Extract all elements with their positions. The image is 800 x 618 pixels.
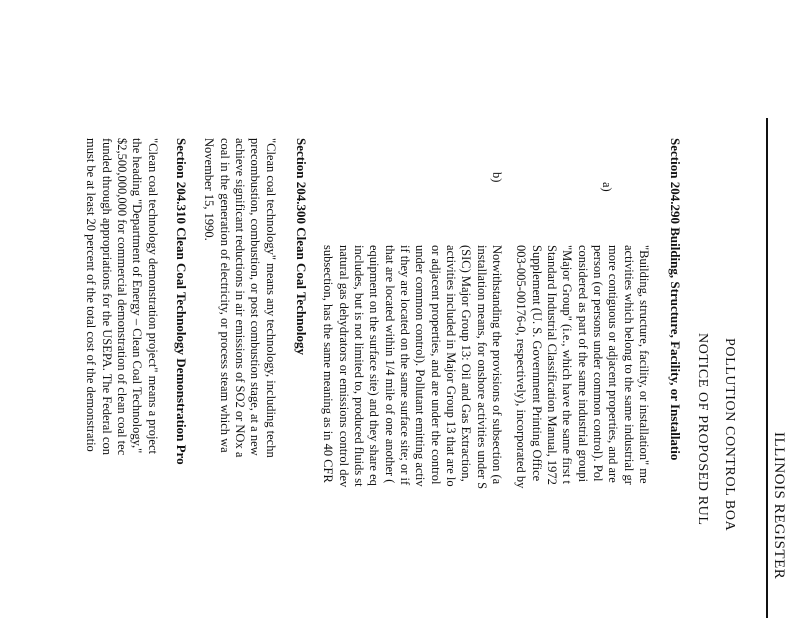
- paragraph-b-line: or adjacent properties, and are under the control: [429, 245, 443, 485]
- notice-title: NOTICE OF PROPOSED RUL: [695, 333, 710, 526]
- section-204-290-heading: Section 204.290 Building, Structure, Facility, or Installatio: [668, 138, 683, 461]
- paragraph-a-line: activities which belong to the same industrial gr: [622, 245, 636, 485]
- paragraph-b-line: if they are located on the same surface site; or if: [398, 245, 412, 486]
- paragraph-b-line: that are located within 1/4 mile of one another (: [383, 245, 397, 484]
- body-line: "Clean coal technology demonstration project" means a project: [146, 138, 160, 455]
- paragraph-b-line: installation means, for onshore activities under S: [475, 245, 489, 490]
- body-line: $2,500,000,000 for commercial demonstration of clean coal tec: [115, 138, 129, 456]
- paragraph-a-line: 003-005-00176-0, respectively), incorporated by: [514, 245, 528, 489]
- header-rule: [767, 118, 769, 618]
- paragraph-b-marker: b): [490, 172, 504, 183]
- body-line: achieve significant reductions in air emissions of SO2 or NOx a: [233, 138, 247, 458]
- agency-name: POLLUTION CONTROL BOA: [722, 338, 737, 532]
- paragraph-b-line: includes, but is not limited to, produced fluids st: [352, 245, 366, 487]
- body-line: coal in the generation of electricity, or process steam which wa: [218, 138, 232, 453]
- paragraph-a-line: "Building, structure, facility, or installation" me: [637, 245, 651, 484]
- paragraph-b-line: natural gas dehydrators or emissions control dev: [337, 245, 351, 488]
- register-title: ILLINOIS REGISTER: [771, 432, 787, 580]
- paragraph-b-line: Notwithstanding the provisions of subsection (a: [490, 245, 504, 485]
- paragraph-a-marker: a): [600, 182, 614, 192]
- paragraph-a-line: Supplement (U. S. Government Printing Office: [530, 245, 544, 482]
- body-line: funded through appropriations for the USEPA. The Federal con: [100, 138, 114, 455]
- body-line: November 15, 1990.: [202, 138, 216, 241]
- section-204-310-heading: Section 204.310 Clean Coal Technology Demonstration Pro: [174, 138, 189, 465]
- paragraph-a-line: "Major Group" (i.e., which have the same first t: [560, 245, 574, 484]
- paragraph-a-line: person (or persons under common control). Pol: [591, 245, 605, 482]
- body-line: the heading "Department of Energy – Clean Coal Technology,": [130, 138, 144, 454]
- body-line: precombustion, combustion, or post combustion stage, at a new: [248, 138, 262, 456]
- paragraph-b-line: under common control). Pollutant emitting activ: [413, 245, 427, 487]
- paragraph-b-line: activities included in Major Group 13 that are lo: [444, 245, 458, 487]
- paragraph-b-line: subsection, has the same meaning as in 40 CFR: [321, 245, 335, 483]
- paragraph-b-line: equipment on the surface site) and they share eq: [367, 245, 381, 486]
- paragraph-a-line: considered as part of the same industrial groupi: [576, 245, 590, 483]
- paragraph-a-line: more contiguous or adjacent properties, and are: [606, 245, 620, 483]
- paragraph-a-line: Standard Industrial Classification Manual, 1972: [545, 245, 559, 485]
- section-204-300-heading: Section 204.300 Clean Coal Technology: [294, 138, 309, 356]
- body-line: "Clean coal technology" means any technology, including techn: [264, 138, 278, 458]
- paragraph-b-line: (SIC) Major Group 13: Oil and Gas Extraction,: [459, 245, 473, 482]
- body-line: must be at least 20 percent of the total cost of the demonstratio: [84, 138, 98, 452]
